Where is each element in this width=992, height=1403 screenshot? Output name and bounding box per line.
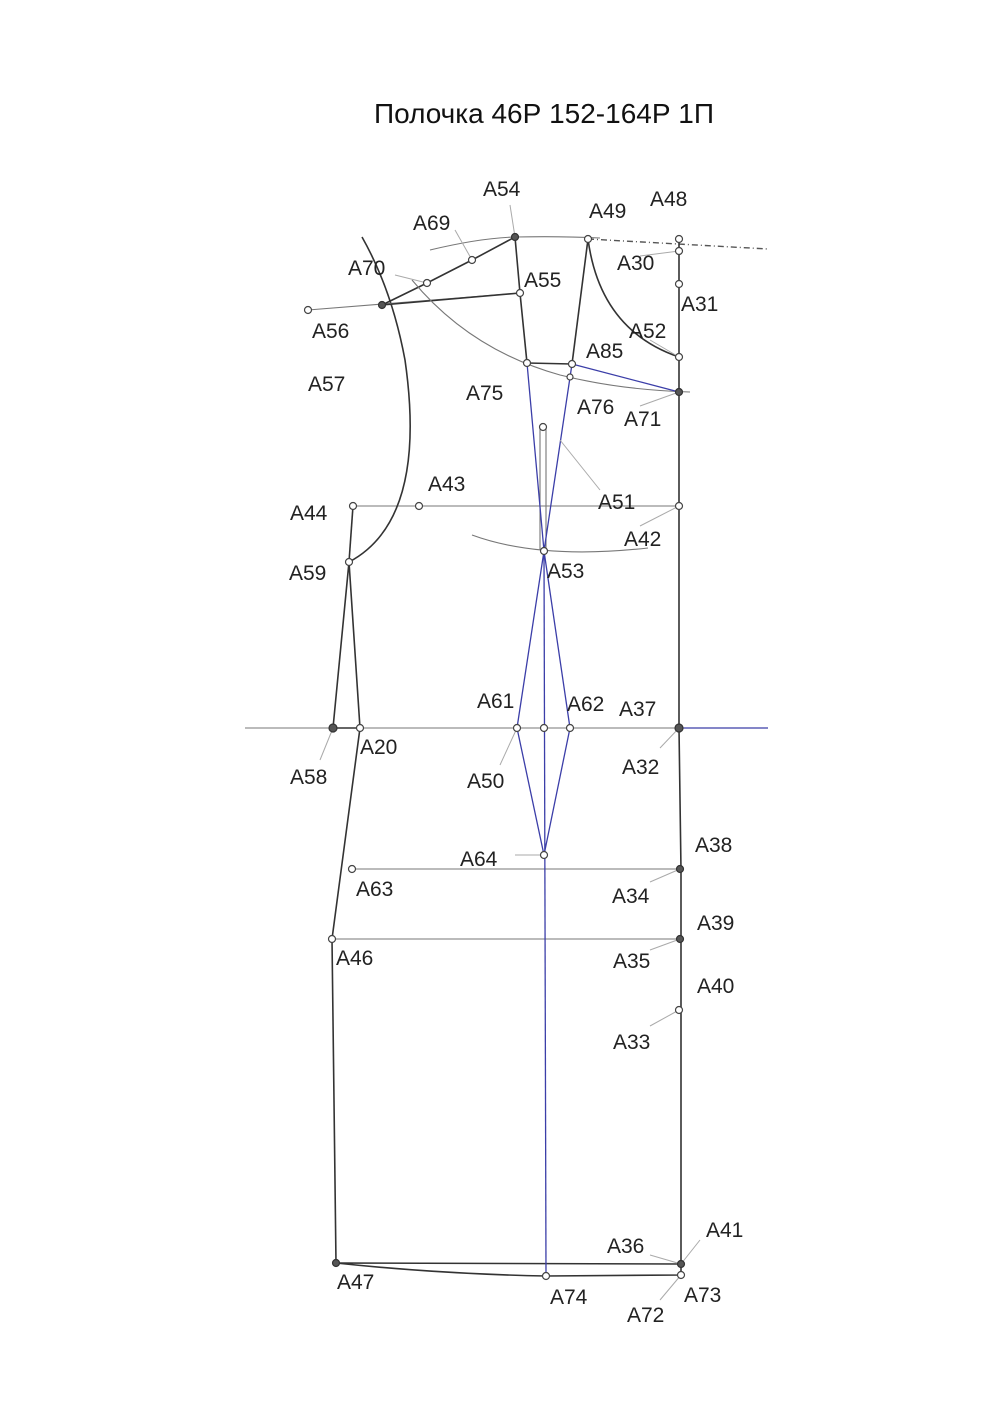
label-a72: А72 bbox=[627, 1304, 665, 1327]
label-a40: А40 bbox=[697, 975, 735, 998]
label-a59: А59 bbox=[289, 562, 327, 585]
label-a32: А32 bbox=[622, 756, 660, 779]
label-a62: А62 bbox=[567, 693, 605, 716]
label-a63: А63 bbox=[356, 878, 394, 901]
side-seam-lower bbox=[332, 728, 360, 1263]
label-a52: А52 bbox=[629, 320, 667, 343]
label-a34: А34 bbox=[612, 885, 650, 908]
label-a53: А53 bbox=[547, 560, 585, 583]
label-a71: А71 bbox=[624, 408, 662, 431]
label-a74: А74 bbox=[550, 1286, 588, 1309]
label-a35: А35 bbox=[613, 950, 651, 973]
label-a75: А75 bbox=[466, 382, 504, 405]
bust-dart-blue bbox=[527, 363, 572, 551]
label-a56: А56 bbox=[312, 320, 350, 343]
label-a73: А73 bbox=[684, 1284, 722, 1307]
armhole-curve bbox=[349, 237, 410, 562]
label-a31: А31 bbox=[681, 293, 719, 316]
label-a30: А30 bbox=[617, 252, 655, 275]
label-a61: А61 bbox=[477, 690, 515, 713]
label-a37: А37 bbox=[619, 698, 657, 721]
label-a55: А55 bbox=[524, 269, 562, 292]
label-a42: А42 bbox=[624, 528, 662, 551]
label-a76: А76 bbox=[577, 396, 615, 419]
label-a69: А69 bbox=[413, 212, 451, 235]
bust-line-blue bbox=[572, 364, 679, 392]
label-a49: А49 bbox=[589, 200, 627, 223]
label-a47: А47 bbox=[337, 1271, 375, 1294]
label-a46: А46 bbox=[336, 947, 374, 970]
label-a54: А54 bbox=[483, 178, 521, 201]
label-a64: А64 bbox=[460, 848, 498, 871]
label-a43: А43 bbox=[428, 473, 466, 496]
label-a48: А48 bbox=[650, 188, 688, 211]
label-a50: А50 bbox=[467, 770, 505, 793]
label-a33: А33 bbox=[613, 1031, 651, 1054]
label-a44: А44 bbox=[290, 502, 328, 525]
label-a58: А58 bbox=[290, 766, 328, 789]
label-a39: А39 bbox=[697, 912, 735, 935]
label-a70: А70 bbox=[348, 257, 386, 280]
hem-line bbox=[336, 1263, 681, 1276]
label-a20: А20 bbox=[360, 736, 398, 759]
label-a51: А51 bbox=[598, 491, 636, 514]
dart-base-line bbox=[527, 363, 572, 364]
label-a41: А41 bbox=[706, 1219, 744, 1242]
side-seam-upper bbox=[349, 506, 353, 562]
label-a36: А36 bbox=[607, 1235, 645, 1258]
chest-arc bbox=[472, 535, 648, 552]
label-a57: А57 bbox=[308, 373, 346, 396]
label-a85: А85 bbox=[586, 340, 624, 363]
side-dart bbox=[333, 562, 360, 728]
label-a38: А38 bbox=[695, 834, 733, 857]
pattern-title: Полочка 46Р 152-164Р 1П bbox=[373, 98, 714, 129]
center-blue-line bbox=[544, 551, 546, 1276]
upper-dart-left bbox=[515, 237, 527, 363]
